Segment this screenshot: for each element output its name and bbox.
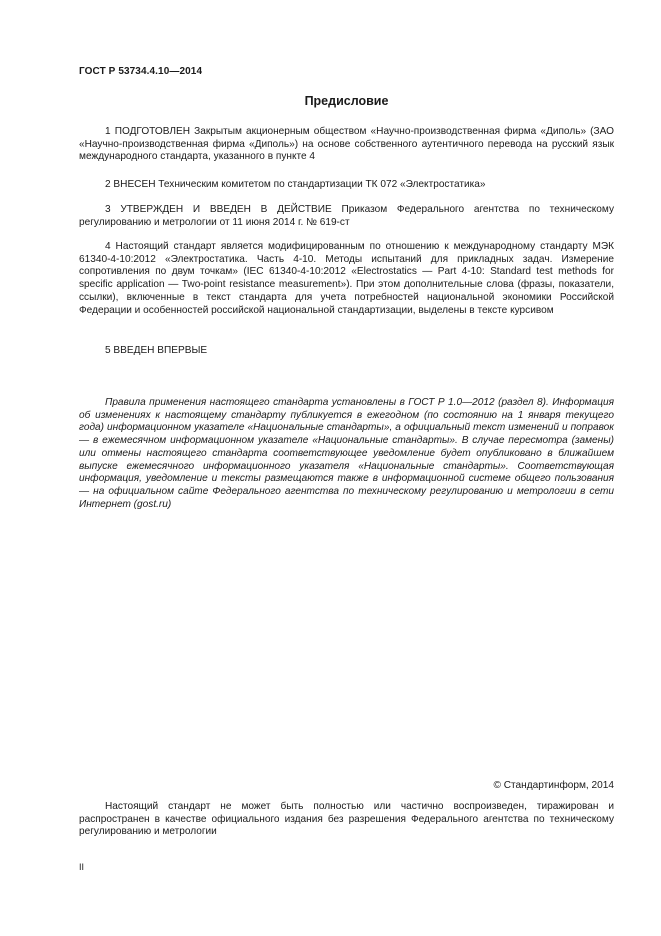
document-code: ГОСТ Р 53734.4.10—2014	[79, 66, 203, 77]
page-number: II	[79, 862, 85, 872]
paragraph-prepared-by: 1 ПОДГОТОВЛЕН Закрытым акционерным обществом «Научно-производственная фирма «Диполь» (ЗАО «Научно-производственная фирма «Диполь») на основе собственного аутентичного перевода на русский язык международного стандарта, указанного в пункте 4	[79, 126, 614, 163]
section-title: Предисловие	[304, 94, 389, 108]
paragraph-approved: 3 УТВЕРЖДЕН И ВВЕДЕН В ДЕЙСТВИЕ Приказом Федерального агентства по техническому регулированию и метрологии от 11 июня 2014 г. № 619-ст	[79, 204, 614, 228]
paragraph-modification: 4 Настоящий стандарт является модифицированным по отношению к международному стандарту МЭК 61340-4-10:2012 «Электростатика. Часть 4-10. Методы испытаний для прикладных задач. Измерение сопротивления по двум точкам» (IEC 61340-4-10:2012 «Electrostatics — Part 4-10: Standard test methods for specific application — Two-point resistance measurement»). При этом дополнительные слова (фразы, показатели, ссылки), включенные в текст стандарта для учета потребностей национальной экономики Российской Федерации и особенностей российской национальной стандартизации, выделены в тексте курсивом	[79, 241, 614, 316]
paragraph-application-rules: Правила применения настоящего стандарта установлены в ГОСТ Р 1.0—2012 (раздел 8). Информация об изменениях к настоящему стандарту публикуется в ежегодном (по состоянию на 1 января текущего года) информационном указателе «Национальные стандарты», а официальный текст изменений и поправок — в ежемесячном информационном указателе «Национальные стандарты». В случае пересмотра (замены) или отмены настоящего стандарта соответствующее уведомление будет опубликовано в ближайшем выпуске ежемесячного информационного указателя «Национальные стандарты». Соответствующая информация, уведомление и тексты размещаются также в информационной системе общего пользования — на официальном сайте Федерального агентства по техническому регулированию и метрологии в сети Интернет (gost.ru)	[79, 397, 614, 510]
paragraph-first-introduced: 5 ВВЕДЕН ВПЕРВЫЕ	[105, 345, 208, 356]
paragraph-introduced-by: 2 ВНЕСЕН Техническим комитетом по стандартизации ТК 072 «Электростатика»	[105, 179, 486, 190]
copyright-notice: © Стандартинформ, 2014	[493, 780, 614, 791]
paragraph-reproduction-notice: Настоящий стандарт не может быть полностью или частично воспроизведен, тиражирован и распространен в качестве официального издания без разрешения Федерального агентства по техническому регулированию и метрологии	[79, 801, 614, 838]
